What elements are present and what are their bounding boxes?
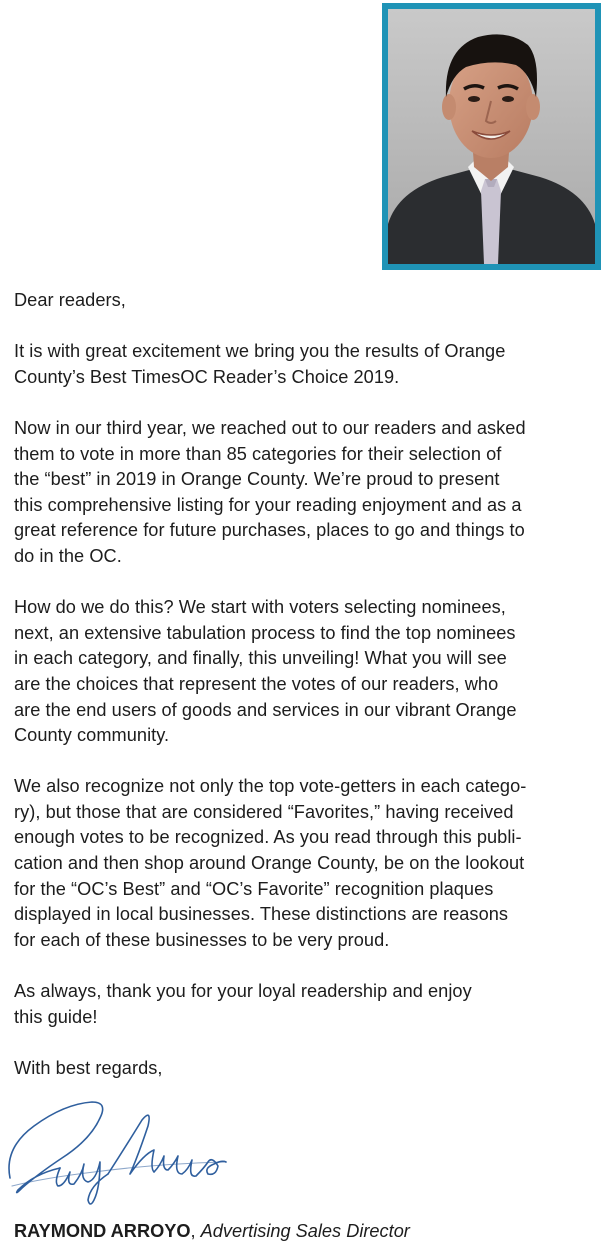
signature-line bbox=[14, 1219, 410, 1243]
signer-title: Advertising Sales Director bbox=[200, 1221, 410, 1241]
letter-body bbox=[14, 288, 604, 1107]
signer-separator: , bbox=[190, 1221, 201, 1241]
letter-paragraph: Now in our third year, we reached out to our readers and asked them to vote in more than 85 categories for their selection of the “best” in 2019 in Orange County. We’re proud to present this comprehensive listing for your reading enjoyment and as a great reference for future purchases, places to go and things to do in the OC. bbox=[14, 417, 526, 566]
letter-paragraph: We also recognize not only the top vote-getters in each catego- ry), but those that are considered “Favorites,” having received enough votes to be recognized. As you read through this publi- cation and then shop around Orange County, be on the lookout for the “OC’s Best” and “OC’s Favorite” recognition plaques displayed in local businesses. These distinctions are reasons for each of these businesses to be very proud. bbox=[14, 776, 527, 950]
handwritten-signature bbox=[4, 1090, 229, 1210]
portrait-photo bbox=[388, 9, 595, 264]
letter-paragraph: It is with great excitement we bring you the results of Orange County’s Best TimesOC Reader’s Choice 2019. bbox=[14, 341, 506, 387]
signer-name: RAYMOND ARROYO bbox=[14, 1221, 191, 1241]
letter-paragraph: How do we do this? We start with voters selecting nominees, next, an extensive tabulation process to find the top nominees in each category, and finally, this unveiling! What you will see are the choices that represent the votes of our readers, who are the end users of goods and services in our vibrant Orange County community. bbox=[14, 597, 517, 746]
greeting: Dear readers, bbox=[14, 290, 126, 310]
author-photo bbox=[382, 3, 601, 270]
closing: With best regards, bbox=[14, 1057, 163, 1078]
letter-paragraph: As always, thank you for your loyal readership and enjoy this guide! bbox=[14, 981, 472, 1027]
